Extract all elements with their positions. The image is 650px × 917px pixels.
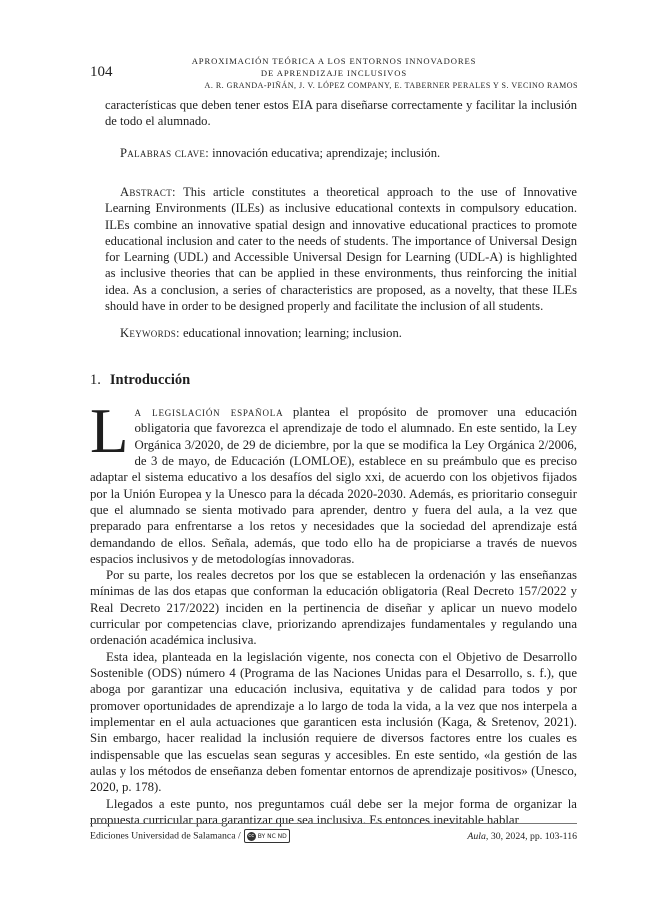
- footer-publisher: [90, 829, 290, 843]
- paragraph-2: Por su parte, los reales decretos por los que se establecen la ordenación y las enseñanzas mínimas de las dos etapas que conforman la educación obligatoria (Real Decreto 157/2022 y Real Decreto 217/2022) inciden en la pertinencia de diseñar y aplicar un nuevo modelo curricular por competencias clave, priorizando aprendizajes fundamentales y regulando una ordenación académica inclusiva.: [90, 568, 577, 648]
- keywords-en-label: Keywords:: [120, 326, 180, 340]
- keywords-es-label: Palabras clave:: [120, 146, 209, 160]
- keywords-es: [120, 145, 577, 161]
- keywords-en-text: educational innovation; learning; inclusion.: [179, 326, 402, 340]
- footer-rule: [90, 823, 577, 824]
- section-title: Introducción: [109, 372, 191, 388]
- abstract-en: [105, 184, 577, 314]
- paragraph-1-smallcaps: a legislación española: [134, 405, 284, 419]
- keywords-es-text: innovación educativa; aprendizaje; inclusión.: [209, 146, 441, 160]
- paragraph-3: Esta idea, planteada en la legislación vigente, nos conecta con el Objetivo de Desarrollo Sostenible (ODS) número 4 (Programa de las Naciones Unidas para el Desarrollo, s. f.), que aboga por garantizar una educación inclusiva, equitativa y de calidad para todos y por promover oportunidades de aprendizaje a lo largo de toda la vida, a la vez que nos interpela a implementar en el aula actuaciones que garanticen esta inclusión (Kaga, & Sretenov, 2021). Sin embargo, hacer realidad la inclusión requiere de diversos factores entre los cuales es indispensable que las escuelas sean seguras y accesibles. En este sentido, «la gestión de las aulas y los métodos de enseñanza deben fomentar entornos de aprendizaje positivos» (Unesco, 2020, p. 178).: [90, 649, 577, 795]
- footer-publisher-text: Ediciones Universidad de Salamanca /: [90, 830, 241, 842]
- paragraph-1-text: plantea el propósito de promover una educación obligatoria que favorezca el aprendizaje de todo el alumnado. En este sentido, la Ley Orgánica 3/2020, de 29 de diciembre, por la que se modifica la Ley Orgánica 2/2006, de 3 de mayo, de Educación (LOMLOE), establece en su preámbulo que es preciso adaptar el sistema educativo a los desafíos del siglo xxi, de acuerdo con los objetivos fijados por la Unión Europea y la Unesco para la década 2020-2030. Además, es prioritario conseguir que el alumnado se sienta motivado para aprender, dentro y fuera del aula, a la vez que preparado para enfrentarse a los retos y necesidades que la sociedad del aprendizaje está demandando de ellos. Señala, además, que todo ello ha de propiciarse a través de nuevos espacios inclusivos y de metodologías innovadoras.: [90, 405, 577, 566]
- keywords-en: [120, 325, 577, 341]
- footer-citation-text: , 30, 2024, pp. 103-116: [485, 830, 577, 842]
- running-title-line-2: DE APRENDIZAJE INCLUSIVOS: [260, 67, 408, 78]
- running-authors: A. R. GRANDA-PIÑÁN, J. V. LÓPEZ COMPANY, E. TABERNER PERALES Y S. VECINO RAMOS: [204, 81, 578, 90]
- drop-cap: L: [90, 396, 129, 466]
- section-number: 1.: [90, 372, 101, 388]
- page-number: 104: [90, 64, 113, 80]
- abstract-en-text: This article constitutes a theoretical approach to the use of Innovative Learning Environments (ILEs) as inclusive educational contexts in compulsory education. ILEs combine an innovative spatial design and innovative educational practices to promote educational inclusion and cater to the needs of students. The importance of Universal Design for Learning (UDL) and Accessible Universal Design for Learning (UDL-A) is highlighted as inclusive theories that can be applied in these environments, thus reinforcing the initial idea. As a conclusion, a series of characteristics are proposed, as a novelty, that these ILEs should have in order to be designed properly and facilitate the inclusion of all students.: [105, 185, 577, 314]
- main-text: [90, 396, 577, 828]
- cc-license-text: BY NC ND: [257, 832, 287, 840]
- section-heading: [90, 372, 190, 389]
- abstract-en-label: Abstract:: [120, 185, 176, 199]
- running-head: [90, 56, 578, 92]
- abstract-es-tail: características que deben tener estos EIA para diseñarse correctamente y facilitar la inclusión de todo el alumnado.: [105, 98, 577, 129]
- running-title-line-1: APROXIMACIÓN TEÓRICA A LOS ENTORNOS INNOVADORES: [191, 56, 477, 66]
- cc-license-icon[interactable]: cc BY NC ND: [244, 829, 290, 843]
- footer-citation: [467, 831, 577, 842]
- page-footer: [90, 829, 577, 843]
- paragraph-4: Llegados a este punto, nos preguntamos cuál debe ser la mejor forma de organizar la propuesta curricular para garantizar que sea inclusiva. Es entonces inevitable hablar: [90, 796, 577, 827]
- footer-journal: Aula: [467, 830, 486, 842]
- paragraph-1: [90, 396, 577, 567]
